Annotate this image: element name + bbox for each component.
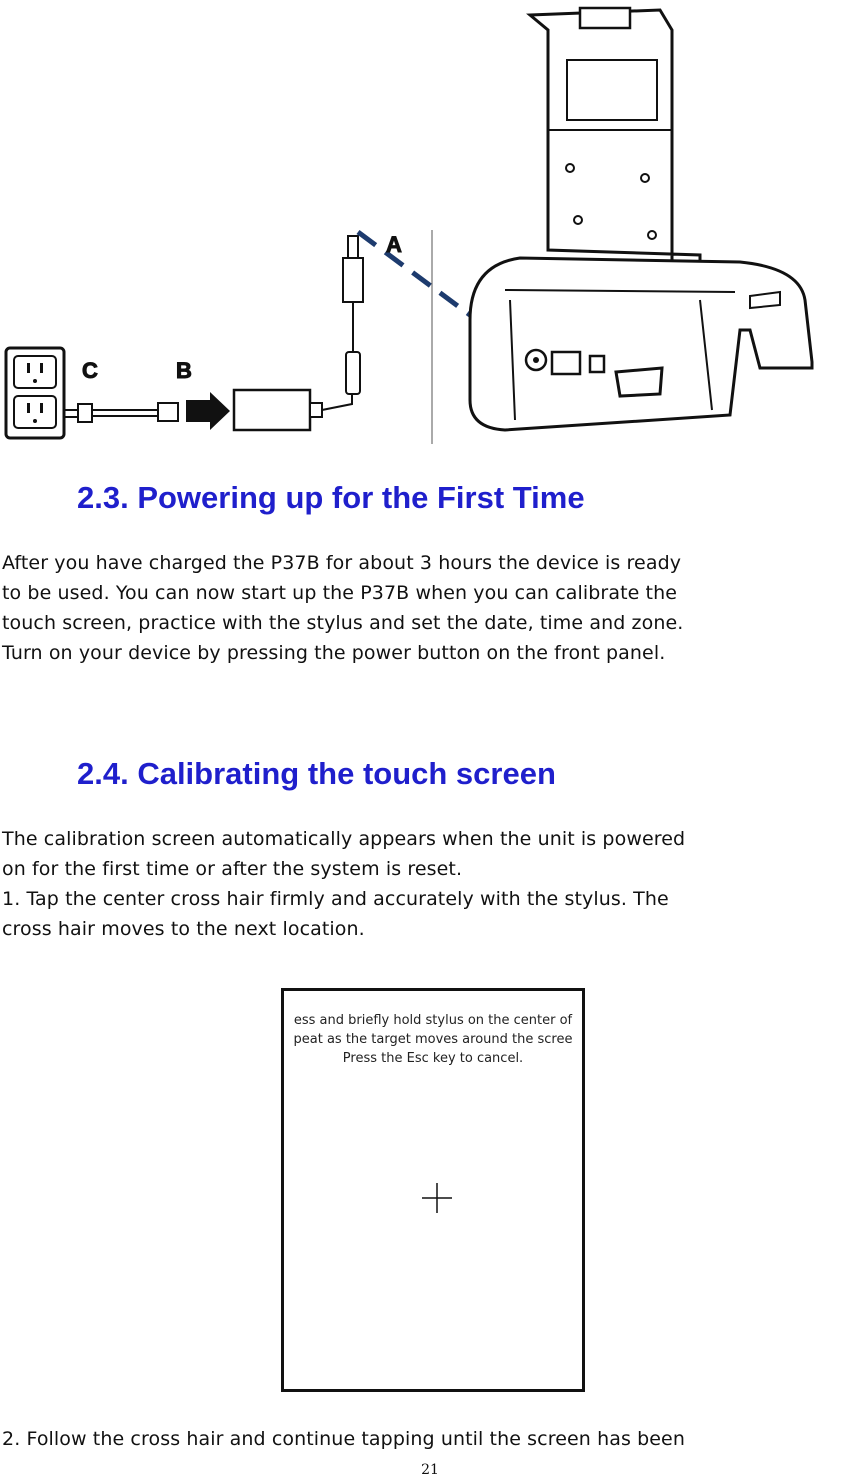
text-line: After you have charged the P37B for about 3 hours the device is ready bbox=[2, 552, 682, 574]
heading-calibrating: 2.4. Calibrating the touch screen bbox=[77, 756, 556, 791]
text-line: on for the first time or after the system is reset. bbox=[2, 858, 463, 880]
text-line: The calibration screen automatically appears when the unit is powered bbox=[2, 828, 686, 850]
wall-outlet-illustration bbox=[6, 348, 64, 438]
calibration-screen-illustration bbox=[281, 988, 585, 1392]
heading-powering-up: 2.3. Powering up for the First Time bbox=[77, 480, 585, 515]
text-line: 2. Follow the cross hair and continue tapping until the screen has been bbox=[2, 1428, 685, 1450]
text-line: to be used. You can now start up the P37B when you can calibrate the bbox=[2, 582, 678, 604]
calibration-instruction-line: ess and briefly hold stylus on the center of bbox=[293, 1013, 573, 1028]
label-c: C bbox=[82, 358, 98, 383]
label-b: B bbox=[176, 358, 192, 383]
charging-diagram bbox=[0, 0, 860, 450]
cradle-illustration bbox=[470, 8, 812, 430]
text-line: 1. Tap the center cross hair firmly and accurately with the stylus. The bbox=[2, 888, 669, 910]
paragraph-powering-up bbox=[2, 548, 858, 668]
crosshair-icon bbox=[422, 1183, 452, 1213]
label-a: A bbox=[386, 232, 402, 257]
calibration-instruction-line: Press the Esc key to cancel. bbox=[342, 1051, 524, 1066]
ac-adapter-illustration bbox=[234, 236, 363, 430]
paragraph-step-2 bbox=[2, 1424, 858, 1454]
calibration-instruction-line: peat as the target moves around the scree bbox=[293, 1032, 573, 1047]
text-line: Turn on your device by pressing the power button on the front panel. bbox=[2, 642, 666, 664]
text-line: touch screen, practice with the stylus and set the date, time and zone. bbox=[2, 612, 684, 634]
text-line: cross hair moves to the next location. bbox=[2, 918, 365, 940]
page-number: 21 bbox=[421, 1462, 439, 1478]
paragraph-calibrating bbox=[2, 824, 858, 944]
power-cord-illustration bbox=[64, 392, 230, 430]
